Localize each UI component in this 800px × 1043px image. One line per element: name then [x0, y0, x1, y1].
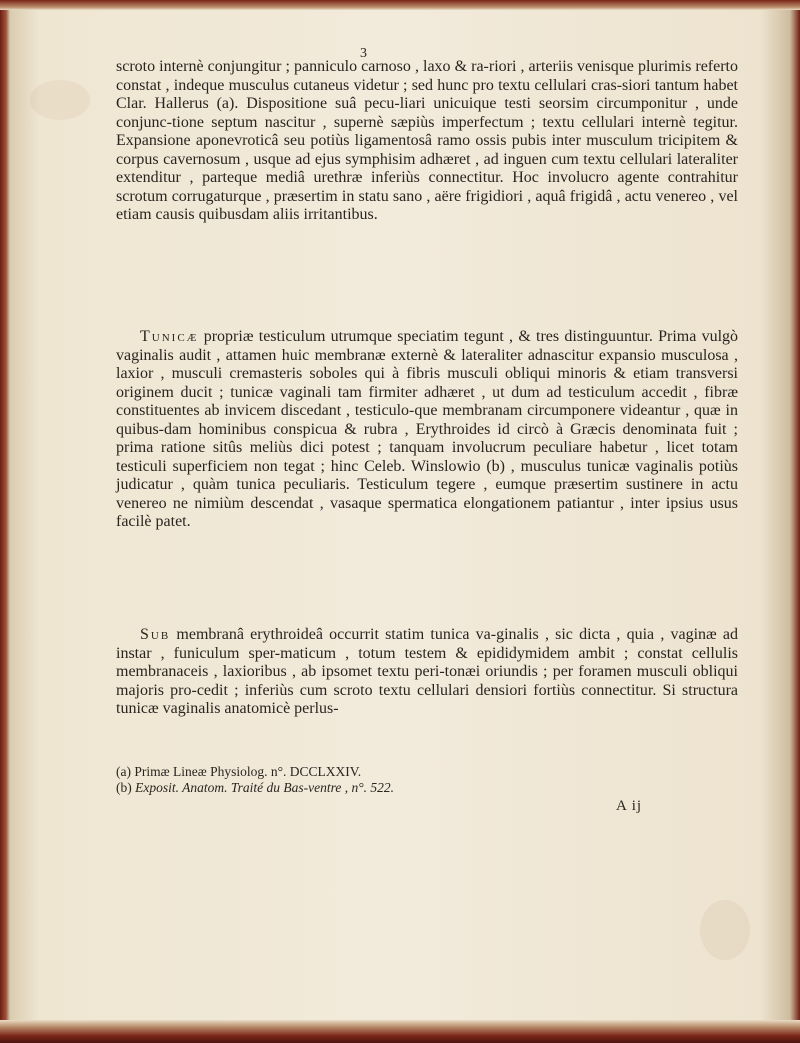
- footnote-b-text: Exposit. Anatom. Traité du Bas-ventre , n°. 522.: [135, 780, 395, 795]
- footnote-b-mark: (b): [116, 780, 132, 795]
- paragraph-3: [116, 626, 738, 719]
- top-edge: [0, 0, 800, 10]
- stain: [30, 80, 90, 120]
- signature-mark: A ij: [616, 798, 643, 814]
- footnote-a: (a) Primæ Lineæ Physiolog. n°. DCCLXXIV.: [116, 764, 362, 779]
- bottom-edge: [0, 1020, 800, 1043]
- page-number: 3: [360, 46, 367, 61]
- paragraph-2: [116, 328, 738, 532]
- paragraph-1: scroto internè conjungitur ; panniculo carnoso , laxo & ra-riori , arteriis venisque plurimis referto constat , indeque musculus cutaneus videtur ; sed hunc pro textu cellulari cras-siori tantum habet Clar. Hallerus (a). Dispositione suâ pecu-liari unicuique testi seorsim circumponitur , unde conjunc-tione septum nascitur , supernè sæpiùs imperfectum ; textu cellulari internè tegitur. Expansione aponevroticâ seu potiùs ligamentosâ ramo ossis pubis inter musculum tricipitem & corpus cavernosum , usque ad ejus symphisim adhæret , ad inguen cum textu cellulari lateraliter extenditur , parteque mediâ urethræ inferiùs connectitur. Hoc involucro agente contrahitur scrotum corrugaturque , præsertim in statu sano , aëre frigidiori , aquâ frigidâ , actu venereo , vel etiam causis quibusdam aliis irritantibus.: [116, 58, 738, 223]
- paragraph-3-text: membranâ erythroideâ occurrit statim tunica va-ginalis , sic dicta , quia , vaginæ ad instar , funiculum sper-maticum , totum testem & epididymidem ambit ; constat cellulis membranaceis , laxioribus , ab ipsomet textu peri-tonæi oriundis ; per foramen musculi obliqui majoris pro-cedit ; inferiùs cum scroto textu cellulari densiori fortiùs connectitur. Si structura tunicæ vaginalis anatomicè perlus-: [116, 626, 739, 717]
- footnotes: [116, 764, 394, 796]
- stain: [700, 900, 750, 960]
- paragraph-2-lead: Tunicæ: [140, 328, 199, 345]
- footnote-b: [116, 780, 394, 796]
- paragraph-3-lead: Sub: [140, 626, 171, 643]
- paragraph-2-text: propriæ testiculum utrumque speciatim tegunt , & tres distinguuntur. Prima vulgò vaginalis audit , attamen huic membranæ externè & lateraliter adnascitur expansio musculosa , laxior , musculi cremasteris soboles qui à fibris musculi obliqui minoris & etiam transversi originem ducit ; tunicæ vaginali tam firmiter adhæret , ut dum ad testiculum accedit , fibræ constituentes ab invicem discedant , testiculo-que membranam circumponere videantur , quæ in quibus-dam hominibus conspicua & rubra , Erythroides id circò à Græcis denominata fuit ; prima ratione sitûs meliùs dici potest ; tanquam involucrum peculiare habetur , licet totam testiculi superficiem non tegat ; hinc Celeb. Winslowio (b) , musculus tunicæ vaginalis potiùs judicatur , quàm tunica peculiaris. Testiculum tegere , eumque præsertim sustinere in actu venereo ne nimiùm descendat , vasaque spermatica elongationem patiantur , inter ipsius usus facilè patet.: [116, 328, 739, 530]
